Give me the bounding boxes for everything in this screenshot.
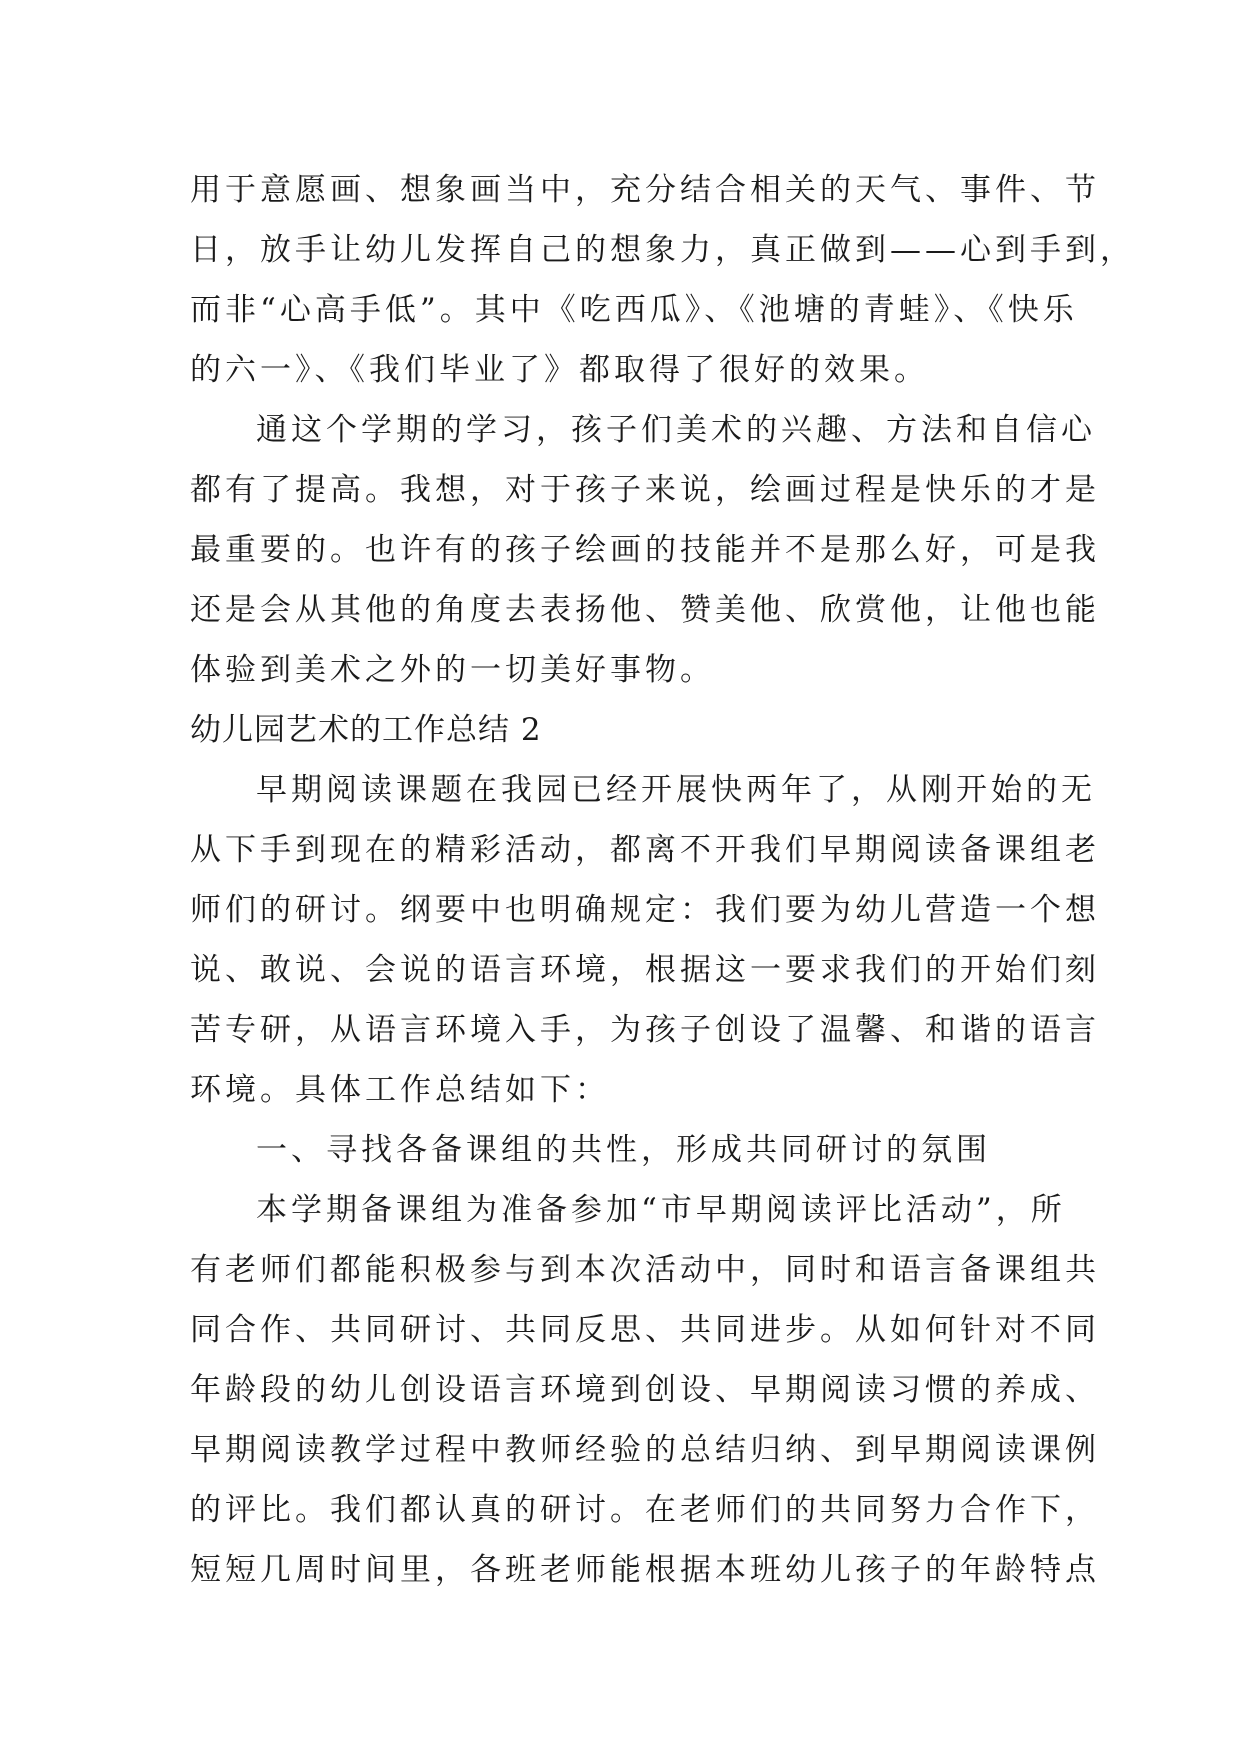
document-body <box>190 160 1135 1600</box>
text-line: 有老师们都能积极参与到本次活动中，同时和语言备课组共 <box>190 1252 1100 1288</box>
text-line: 日，放手让幼儿发挥自己的想象力，真正做到——心到手到， <box>190 232 1135 268</box>
text-line: 而非“心高手低”。其中《吃西瓜》、《池塘的青蛙》、《快乐 <box>190 292 1078 328</box>
text-line: 早期阅读教学过程中教师经验的总结归纳、到早期阅读课例 <box>190 1432 1100 1468</box>
text-line: 苦专研，从语言环境入手，为孩子创设了温馨、和谐的语言 <box>190 1012 1100 1048</box>
text-line: 都有了提高。我想，对于孩子来说，绘画过程是快乐的才是 <box>190 472 1100 508</box>
subsection-heading: 一、寻找各备课组的共性，形成共同研讨的氛围 <box>256 1132 991 1168</box>
text-line: 年龄段的幼儿创设语言环境到创设、早期阅读习惯的养成、 <box>190 1372 1100 1408</box>
text-line: 的评比。我们都认真的研讨。在老师们的共同努力合作下， <box>190 1492 1100 1528</box>
section-heading: 幼儿园艺术的工作总结 2 <box>190 712 542 748</box>
text-line: 体验到美术之外的一切美好事物。 <box>190 652 715 688</box>
paragraph-first-line: 本学期备课组为准备参加“市早期阅读评比活动”，所 <box>256 1192 1066 1228</box>
text-line: 用于意愿画、想象画当中，充分结合相关的天气、事件、节 <box>190 172 1100 208</box>
text-line: 最重要的。也许有的孩子绘画的技能并不是那么好，可是我 <box>190 532 1100 568</box>
text-line: 从下手到现在的精彩活动，都离不开我们早期阅读备课组老 <box>190 832 1100 868</box>
text-line: 还是会从其他的角度去表扬他、赞美他、欣赏他，让他也能 <box>190 592 1100 628</box>
paragraph-first-line: 通这个学期的学习，孩子们美术的兴趣、方法和自信心 <box>256 412 1096 448</box>
text-line: 同合作、共同研讨、共同反思、共同进步。从如何针对不同 <box>190 1312 1100 1348</box>
paragraph-first-line: 早期阅读课题在我园已经开展快两年了，从刚开始的无 <box>256 772 1096 808</box>
text-line: 说、敢说、会说的语言环境，根据这一要求我们的开始们刻 <box>190 952 1100 988</box>
text-line: 环境。具体工作总结如下： <box>190 1072 610 1108</box>
text-line: 短短几周时间里，各班老师能根据本班幼儿孩子的年龄特点 <box>190 1552 1100 1588</box>
text-line: 师们的研讨。纲要中也明确规定：我们要为幼儿营造一个想 <box>190 892 1100 928</box>
text-line: 的六一》、《我们毕业了》都取得了很好的效果。 <box>190 352 929 388</box>
